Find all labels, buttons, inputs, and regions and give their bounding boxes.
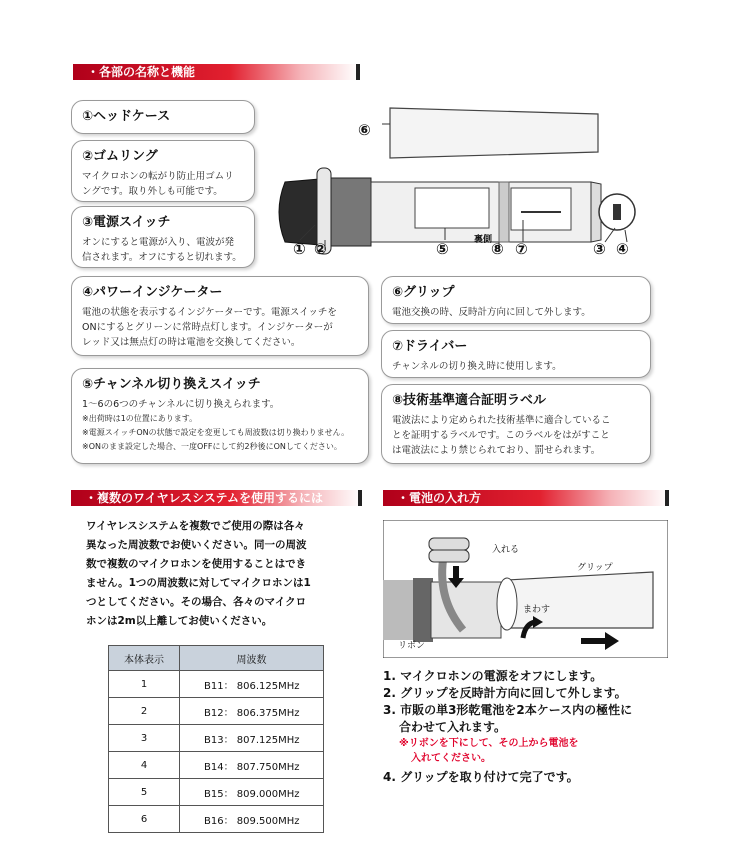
- part-title: ③電源スイッチ: [82, 215, 171, 230]
- part-box-head-case: [71, 100, 255, 134]
- part-desc: レッド又は無点灯の時は電池を交換してください。: [82, 337, 301, 348]
- part-desc: 電池の状態を表示するインジケーターです。電源スイッチを: [82, 307, 337, 318]
- cell-channel: 2: [109, 698, 180, 725]
- callout-2: ②: [314, 240, 327, 258]
- column-header: 本体表示: [109, 646, 180, 671]
- part-desc: 信されます。オフにすると切れます。: [82, 252, 242, 263]
- section-header-battery: [383, 490, 668, 506]
- table-row: [109, 698, 324, 725]
- part-desc: 電波法により定められた技術基準に適合しているこ: [392, 415, 611, 426]
- part-box-grip: [381, 276, 651, 324]
- ribbon-note-cont: 入れてください。: [411, 753, 491, 764]
- step-2: 2. グリップを反時計方向に回して外します。: [383, 686, 627, 700]
- section-header-parts: [73, 64, 358, 80]
- part-box-channel-switch: [71, 368, 369, 464]
- callout-1: ①: [293, 240, 306, 258]
- battery-steps: [383, 668, 632, 786]
- part-note: ※電源スイッチONの状態で設定を変更しても周波数は切り換わりません。: [82, 428, 350, 437]
- cell-frequency: B14： 807.750MHz: [180, 752, 324, 779]
- part-desc: チャンネルの切り換え時に使用します。: [392, 361, 562, 372]
- step-3-cont: 合わせて入れます。: [399, 720, 507, 734]
- step-1: 1. マイクロホンの電源をオフにします。: [383, 669, 603, 683]
- text-line: つとしてください。その場合、各々のマイクロ: [86, 596, 307, 608]
- section-header-multi-system: [71, 490, 361, 506]
- table-row: [109, 779, 324, 806]
- part-title: ⑥グリップ: [392, 285, 455, 300]
- section-header-edge: [356, 64, 360, 80]
- table-row: [109, 806, 324, 833]
- part-desc: 1～6の6つのチャンネルに切り換えられます。: [82, 399, 280, 410]
- callout-3: ③: [593, 240, 606, 258]
- part-title: ②ゴムリング: [82, 149, 158, 164]
- multi-system-text: [86, 517, 311, 631]
- part-box-power-indicator: [71, 276, 369, 356]
- cell-channel: 3: [109, 725, 180, 752]
- column-header: 周波数: [180, 646, 324, 671]
- step-3: 3. 市販の単3形乾電池を2本ケース内の極性に: [383, 703, 633, 717]
- table-row: [109, 752, 324, 779]
- section-title: ・複数のワイヤレスシステムを使用するには: [85, 491, 323, 505]
- cell-frequency: B13： 807.125MHz: [180, 725, 324, 752]
- callout-7: ⑦: [515, 240, 528, 258]
- insert-label: 入れる: [492, 545, 520, 555]
- callout-8: ⑧: [491, 240, 504, 258]
- ribbon-label: リボン: [398, 641, 426, 651]
- table-row: [109, 671, 324, 698]
- section-title: ・各部の名称と機能: [87, 65, 196, 79]
- text-line: 数で複数のマイクロホンを使用することはでき: [86, 558, 307, 570]
- table-header-row: [109, 646, 324, 671]
- cell-channel: 5: [109, 779, 180, 806]
- part-title: ⑧技術基準適合証明ラベル: [392, 393, 547, 408]
- part-desc: ONにするとグリーンに常時点灯します。インジケーターが: [82, 322, 333, 333]
- cell-frequency: B11： 806.125MHz: [180, 671, 324, 698]
- part-desc: は電波法により禁じられており、罰せられます。: [392, 445, 601, 456]
- cell-frequency: B15： 809.000MHz: [180, 779, 324, 806]
- text-line: ません。1つの周波数に対してマイクロホンは1: [86, 577, 311, 589]
- frequency-table: [108, 645, 324, 833]
- part-title: ⑦ドライバー: [392, 339, 468, 354]
- turn-label: まわす: [523, 605, 551, 615]
- callout-5: ⑤: [436, 240, 449, 258]
- text-line: 異なった周波数でお使いください。同一の周波: [86, 539, 307, 551]
- part-box-rubber-ring: [71, 140, 255, 202]
- text-line: ワイヤレスシステムを複数でご使用の際は各々: [86, 520, 305, 532]
- part-box-driver: [381, 330, 651, 378]
- part-desc: マイクロホンの転がり防止用ゴムリ: [82, 171, 234, 182]
- cell-frequency: B12： 806.375MHz: [180, 698, 324, 725]
- cell-channel: 6: [109, 806, 180, 833]
- microphone-diagram: [265, 100, 645, 260]
- part-box-cert-label: [381, 384, 651, 464]
- step-4: 4. グリップを取り付けて完了です。: [383, 770, 579, 784]
- text-line: ホンは2m以上離してお使いください。: [86, 615, 273, 627]
- part-desc: 電池交換の時、反時計方向に回して外します。: [392, 307, 591, 318]
- part-desc: とを証明するラベルです。このラベルをはがすこと: [392, 430, 610, 441]
- section-header-edge: [358, 490, 362, 506]
- section-header-edge: [665, 490, 669, 506]
- part-note: ※ONのまま設定した場合、一度OFFにして約2秒後にONしてください。: [82, 442, 342, 451]
- table-row: [109, 725, 324, 752]
- part-title: ⑤チャンネル切り換えスイッチ: [82, 377, 261, 392]
- part-note: ※出荷時は1の位置にあります。: [82, 414, 198, 423]
- callout-6: ⑥: [358, 121, 371, 139]
- battery-diagram: [383, 520, 668, 658]
- part-title: ④パワーインジケーター: [82, 285, 223, 300]
- ribbon-note: ※リボンを下にして、その上から電池を: [399, 738, 579, 749]
- part-desc: オンにすると電源が入り、電波が発: [82, 237, 235, 248]
- part-box-power-switch: [71, 206, 255, 268]
- section-title: ・電池の入れ方: [397, 491, 482, 505]
- grip-label: グリップ: [577, 563, 613, 573]
- cell-channel: 1: [109, 671, 180, 698]
- callout-4: ④: [616, 240, 629, 258]
- part-title: ①ヘッドケース: [82, 109, 171, 124]
- cell-channel: 4: [109, 752, 180, 779]
- cell-frequency: B16： 809.500MHz: [180, 806, 324, 833]
- back-side-label: 裏側: [474, 235, 493, 245]
- part-desc: ングです。取り外しも可能です。: [82, 186, 223, 197]
